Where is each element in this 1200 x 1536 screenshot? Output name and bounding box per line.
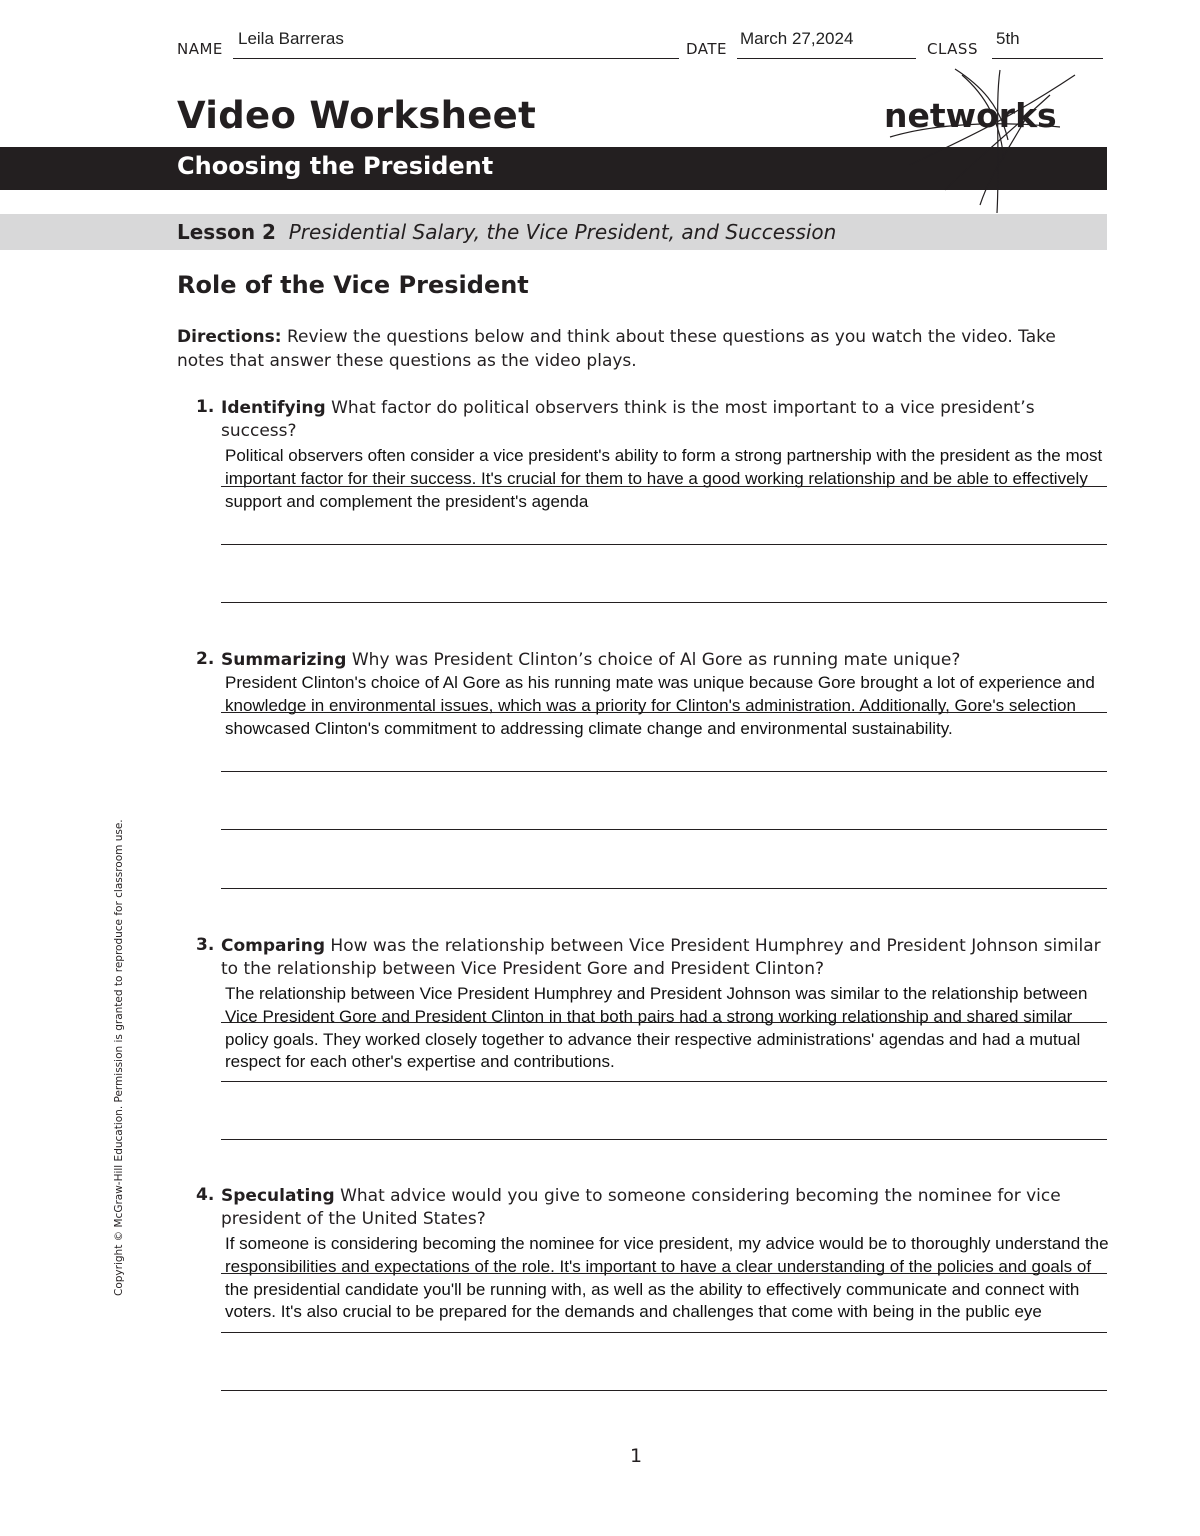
question-skill: Identifying — [221, 398, 326, 418]
lesson-heading — [177, 220, 836, 244]
name-field-line — [233, 58, 679, 59]
answer-line — [221, 1022, 1107, 1023]
answer-line — [221, 712, 1107, 713]
date-field[interactable]: March 27,2024 — [740, 29, 854, 48]
class-field-line — [992, 58, 1103, 59]
answer-line — [221, 1273, 1107, 1274]
question-prompt — [221, 397, 1106, 443]
answer-text[interactable]: Political observers often consider a vice president's ability to form a strong partnership with the president as the most important factor for their success. It's crucial for them to have a good working relationship and be able to effectively support and complement the president's agenda — [225, 446, 1103, 511]
answer-line — [221, 771, 1107, 772]
answer-line — [221, 1332, 1107, 1333]
answer-text[interactable]: If someone is considering becoming the nominee for vice president, my advice would be to thoroughly understand the responsibilities and expectations of the role. It's important to have a clear understanding of the policies and goals of the presidential candidate you'll be running with, as well as the ability to effectively communicate and connect with voters. It's also crucial to be prepared for the demands and challenges that come with being in the public eye — [225, 1234, 1109, 1322]
question-prompt — [221, 1185, 1106, 1231]
question-text: What factor do political observers think is the most important to a vice president’s success? — [221, 398, 1035, 441]
question-number: 1. — [196, 397, 215, 417]
date-label: DATE — [686, 40, 728, 58]
question-skill: Speculating — [221, 1186, 335, 1206]
question-prompt — [221, 649, 1106, 672]
logo-wordmark: networks — [884, 96, 1057, 135]
question-text: Why was President Clinton’s choice of Al Gore as running mate unique? — [351, 650, 961, 670]
directions-text: Review the questions below and think about these questions as you watch the video. Take notes that answer these questions as the video plays. — [177, 327, 1056, 371]
date-field-line — [737, 58, 916, 59]
answer-line — [221, 888, 1107, 889]
question-number: 2. — [196, 649, 215, 669]
answer-line — [221, 829, 1107, 830]
answer-text[interactable]: The relationship between Vice President Humphrey and President Johnson was similar to the relationship between Vice President Gore and President Clinton in that both pairs had a strong working relationship and shared similar policy goals. They worked closely together to advance their respective administrations' agendas and had a mutual respect for each other's expertise and contributions. — [225, 984, 1088, 1072]
section-title: Role of the Vice President — [177, 271, 529, 299]
worksheet-title: Video Worksheet — [177, 94, 537, 137]
lesson-title: Presidential Salary, the Vice President, and Succession — [288, 220, 837, 244]
networks-logo — [850, 65, 1112, 215]
name-label: NAME — [177, 40, 223, 58]
question-skill: Summarizing — [221, 650, 347, 670]
page-number: 1 — [630, 1445, 643, 1467]
answer-line — [221, 544, 1107, 545]
name-field[interactable]: Leila Barreras — [238, 29, 344, 48]
question-text: How was the relationship between Vice President Humphrey and President Johnson similar to the relationship between Vice President Gore and President Clinton? — [221, 936, 1101, 979]
answer-line — [221, 1139, 1107, 1140]
lesson-label: Lesson 2 — [177, 220, 276, 244]
answer-line — [221, 486, 1107, 487]
question-number: 3. — [196, 935, 215, 955]
directions-label: Directions: — [177, 327, 282, 347]
question-text: What advice would you give to someone considering becoming the nominee for vice president of the United States? — [221, 1186, 1061, 1229]
directions — [177, 325, 1107, 373]
question-skill: Comparing — [221, 936, 325, 956]
question-number: 4. — [196, 1185, 215, 1205]
question-prompt — [221, 935, 1106, 981]
class-label: CLASS — [927, 40, 978, 58]
class-field[interactable]: 5th — [996, 29, 1020, 48]
answer-line — [221, 1390, 1107, 1391]
banner-title: Choosing the President — [177, 152, 494, 180]
answer-line — [221, 1081, 1107, 1082]
answer-line — [221, 602, 1107, 603]
copyright-notice: Copyright © McGraw-Hill Education. Permission is granted to reproduce for classroom use. — [113, 819, 125, 1296]
answer-text[interactable]: President Clinton's choice of Al Gore as his running mate was unique because Gore brought a lot of experience and knowledge in environmental issues, which was a priority for Clinton's administration. Additionally, Gore's selection showcased Clinton's commitment to addressing climate change and environmental sustainability. — [225, 673, 1095, 738]
